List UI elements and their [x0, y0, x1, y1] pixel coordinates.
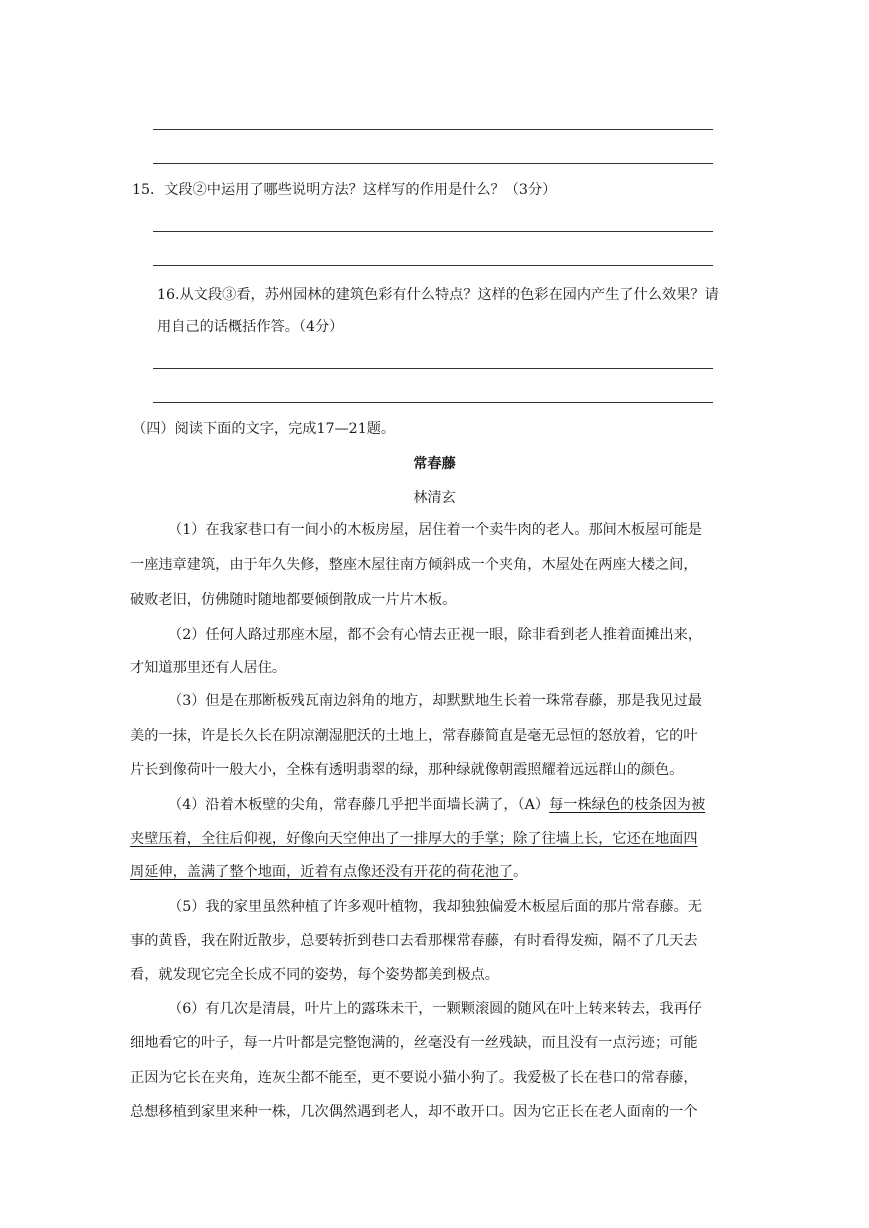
question-16-cont: 用自己的话概括作答。（4分） — [157, 319, 344, 335]
paragraph-line: （1）在我家巷口有一间小的木板房屋，居住着一个卖牛肉的老人。那间木板屋可能是 — [168, 522, 702, 538]
paragraph-line — [168, 795, 705, 815]
paragraph-line: 一座违章建筑，由于年久失修，整座木屋往南方倾斜成一个夹角，木屋处在两座大楼之间， — [130, 557, 698, 573]
paragraph-line: 总想移植到家里来种一株，几次偶然遇到老人，却不敢开口。因为它正长在老人面南的一个 — [130, 1104, 698, 1120]
paragraph-line: 细地看它的叶子，每一片叶都是完整饱满的，丝毫没有一丝残缺，而且没有一点污迹；可能 — [130, 1035, 698, 1051]
question-16: 16.从文段③看，苏州园林的建筑色彩有什么特点？这样的色彩在园内产生了什么效果？请 — [157, 287, 719, 303]
answer-line — [153, 402, 713, 403]
paragraph-line: 正因为它长在夹角，连灰尘都不能至，更不要说小猫小狗了。我爱极了长在巷口的常春藤， — [130, 1070, 698, 1086]
question-15: 15．文段②中运用了哪些说明方法？这样写的作用是什么？（3分） — [132, 182, 557, 198]
paragraph-text: （4）沿着木板壁的尖角，常春藤几乎把半面墙长满了，（A） — [168, 797, 550, 813]
paragraph-line: 破败老旧，仿佛随时随地都要倾倒散成一片片木板。 — [130, 592, 457, 608]
article-title: 常春藤 — [413, 456, 456, 472]
answer-line — [153, 265, 713, 266]
underlined-passage-a: 每一株绿色的枝条因为被 — [549, 797, 706, 813]
paragraph-line: 事的黄昏，我在附近散步，总要转折到巷口去看那棵常春藤，有时看得发痴，隔不了几天去 — [130, 933, 698, 949]
underlined-passage-a: 周延伸，盖满了整个地面，近着有点像还没有开花的荷花池了 — [130, 864, 514, 880]
paragraph-text: 。 — [513, 864, 528, 880]
paragraph-line — [130, 862, 527, 882]
paragraph-line: 才知道那里还有人居住。 — [130, 660, 287, 676]
paragraph-line: 片长到像荷叶一般大小，全株有透明翡翠的绿，那种绿就像朝霞照耀着远远群山的颜色。 — [130, 762, 684, 778]
answer-line — [153, 163, 713, 164]
answer-line — [153, 231, 713, 232]
answer-line — [153, 129, 713, 130]
answer-line — [153, 368, 713, 369]
underlined-passage-a: 夹壁压着，全往后仰视，好像向天空伸出了一排厚大的手掌；除了往墙上长，它还在地面四 — [130, 831, 698, 847]
section-heading: （四）阅读下面的文字，完成17—21题。 — [132, 421, 396, 437]
paragraph-line: 看，就发现它完全长成不同的姿势，每个姿势都美到极点。 — [130, 967, 499, 983]
paragraph-line: 美的一抹，许是长久长在阴凉潮湿肥沃的土地上，常春藤简直是毫无忌恒的怒放着，它的叶 — [130, 728, 698, 744]
paragraph-line: （5）我的家里虽然种植了许多观叶植物，我却独独偏爱木板屋后面的那片常春藤。无 — [168, 899, 702, 915]
article-author: 林清玄 — [413, 490, 456, 506]
paragraph-line: （6）有几次是清晨，叶片上的露珠未干，一颗颗滚圆的随风在叶上转来转去，我再仔 — [168, 1001, 702, 1017]
paragraph-line: （2）任何人路过那座木屋，都不会有心情去正视一眼，除非看到老人推着面摊出来， — [168, 627, 702, 643]
paragraph-line: （3）但是在那断板残瓦南边斜角的地方，却默默地生长着一珠常春藤，那是我见过最 — [168, 693, 702, 709]
